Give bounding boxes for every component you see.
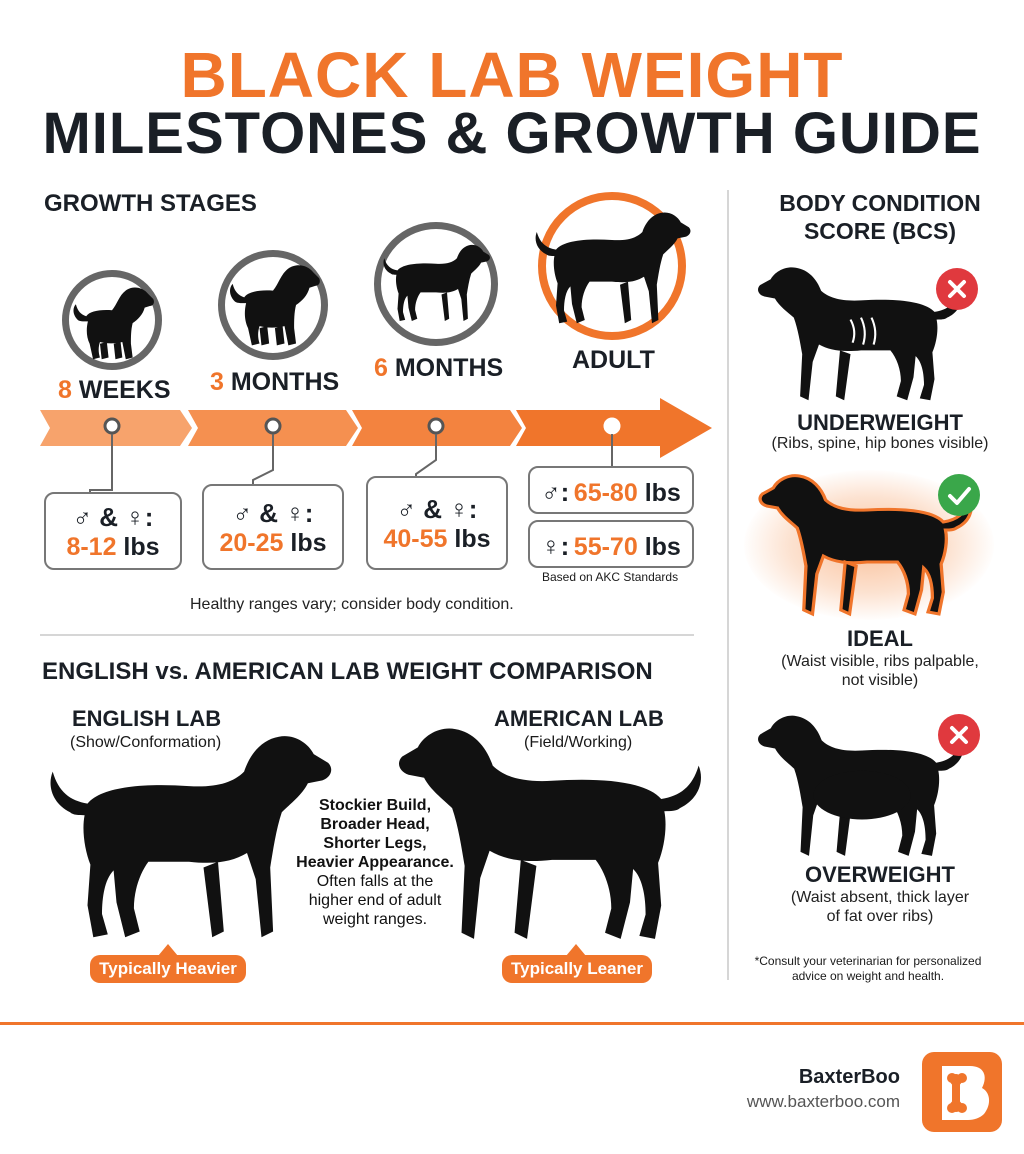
underweight-description: (Ribs, spine, hip bones visible) [771, 435, 989, 452]
american-lab-badge: Typically Leaner [502, 955, 652, 983]
x-icon [938, 714, 980, 756]
page-title-line2: MILESTONES & GROWTH GUIDE [42, 101, 982, 166]
ideal-title: IDEAL [847, 626, 913, 651]
sex-label: ♂ & ♀: [396, 494, 478, 524]
section-divider [40, 634, 694, 636]
weight-value: 20-25 lbs [219, 529, 327, 557]
stage-label-6-months: 6 MONTHS [374, 354, 504, 382]
english-lab-title: ENGLISH LAB [72, 706, 222, 731]
weight-box-adult-female [528, 520, 694, 568]
bone-logo-icon [922, 1052, 1002, 1132]
overweight-description: (Waist absent, thick layer of fat over ribs) [790, 889, 970, 925]
puppy-icon [225, 261, 321, 351]
puppy-8-weeks-circle [62, 270, 162, 370]
sex-label: ♂ & ♀: [72, 502, 154, 532]
vet-footnote: *Consult your veterinarian for personalized advice on weight and health. [754, 954, 982, 983]
overweight-title: OVERWEIGHT [805, 862, 955, 887]
sex-label: ♂ & ♀: [232, 498, 314, 528]
weight-value: 40-55 lbs [383, 525, 491, 553]
underweight-dog-silhouette [756, 262, 966, 406]
footer-divider [0, 1022, 1024, 1025]
bcs-heading-line1: BODY CONDITION [779, 190, 981, 216]
stage-label-adult: ADULT [572, 346, 655, 374]
dog-icon [532, 208, 692, 328]
page-title-line1: BLACK LAB WEIGHT [180, 39, 844, 111]
dog-icon [381, 233, 491, 333]
growth-stages-heading: GROWTH STAGES [44, 190, 257, 217]
weight-value: ♀: 55-70 lbs [541, 531, 681, 561]
stage-label-3-months: 3 MONTHS [210, 368, 340, 396]
bcs-heading-line2: SCORE (BCS) [803, 218, 957, 244]
puppy-6-months-circle [374, 222, 498, 346]
english-lab-subtitle: (Show/Conformation) [70, 734, 222, 751]
brand-url[interactable]: www.baxterboo.com [746, 1092, 900, 1111]
underweight-title: UNDERWEIGHT [797, 410, 963, 435]
weight-value: 8-12 lbs [66, 533, 160, 561]
brand-name: BaxterBoo [798, 1066, 900, 1088]
american-lab-title: AMERICAN LAB [494, 706, 664, 731]
akc-source-note: Based on AKC Standards [542, 570, 679, 584]
baxterboo-logo[interactable] [922, 1052, 1002, 1132]
x-icon [936, 268, 978, 310]
adult-circle [538, 192, 686, 340]
overweight-dog-silhouette [756, 710, 968, 862]
puppy-icon [69, 281, 155, 367]
puppy-3-months-circle [218, 250, 328, 360]
comparison-heading: ENGLISH vs. AMERICAN LAB WEIGHT COMPARISON [42, 658, 653, 685]
healthy-ranges-note: Healthy ranges vary; consider body condition. [190, 596, 514, 613]
column-divider [727, 190, 729, 980]
weight-box-8-weeks [44, 492, 182, 570]
weight-box-3-months [202, 484, 344, 570]
english-lab-traits: Stockier Build, Broader Head, Shorter Legs, Heavier Appearance. Often falls at the higher end of adult weight ranges. [296, 797, 454, 928]
check-icon [938, 474, 980, 516]
american-lab-subtitle: (Field/Working) [524, 734, 633, 751]
weight-box-adult-male [528, 466, 694, 514]
ideal-description: (Waist visible, ribs palpable, not visible) [781, 653, 979, 689]
english-lab-badge: Typically Heavier [90, 955, 246, 983]
weight-value: ♂: 65-80 lbs [541, 477, 681, 507]
weight-box-6-months [366, 476, 508, 570]
stage-label-8-weeks: 8 WEEKS [58, 376, 171, 404]
